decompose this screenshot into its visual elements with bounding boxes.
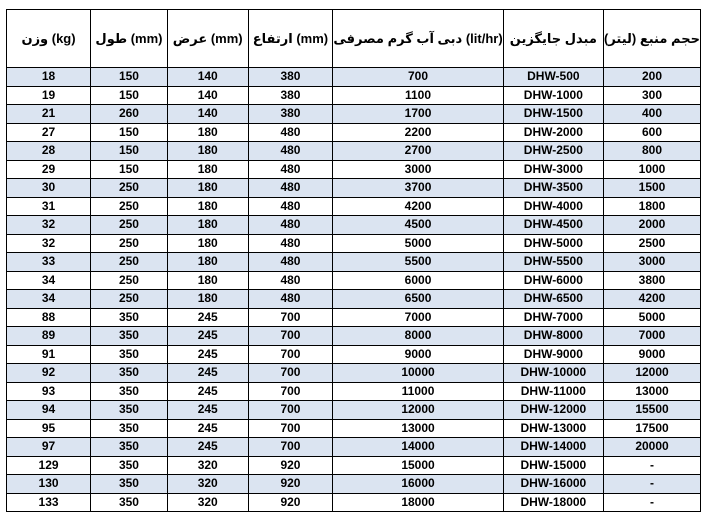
cell-width: 140 xyxy=(167,86,248,105)
cell-tank-volume: 2000 xyxy=(604,216,701,235)
cell-width: 180 xyxy=(167,271,248,290)
cell-exchanger-model: DHW-3000 xyxy=(503,160,603,179)
cell-tank-volume: 400 xyxy=(604,105,701,124)
cell-height: 480 xyxy=(248,142,333,161)
header-length: طول (mm) xyxy=(91,10,168,68)
cell-exchanger-model: DHW-1000 xyxy=(503,86,603,105)
cell-width: 245 xyxy=(167,308,248,327)
cell-tank-volume: 17500 xyxy=(604,419,701,438)
cell-weight: 89 xyxy=(7,327,91,346)
table-row xyxy=(7,234,701,253)
header-weight: وزن (kg) xyxy=(7,10,91,68)
cell-height: 480 xyxy=(248,123,333,142)
table-row xyxy=(7,197,701,216)
cell-flow-rate: 18000 xyxy=(333,493,503,512)
table-row xyxy=(7,475,701,494)
table-row xyxy=(7,401,701,420)
table-body xyxy=(7,68,701,512)
cell-width: 245 xyxy=(167,401,248,420)
table-row xyxy=(7,68,701,87)
cell-height: 480 xyxy=(248,253,333,272)
cell-height: 380 xyxy=(248,86,333,105)
cell-tank-volume: 15500 xyxy=(604,401,701,420)
cell-width: 245 xyxy=(167,364,248,383)
cell-exchanger-model: DHW-15000 xyxy=(503,456,603,475)
cell-length: 250 xyxy=(91,253,168,272)
cell-length: 350 xyxy=(91,493,168,512)
cell-length: 350 xyxy=(91,308,168,327)
cell-weight: 129 xyxy=(7,456,91,475)
cell-flow-rate: 1100 xyxy=(333,86,503,105)
cell-tank-volume: 4200 xyxy=(604,290,701,309)
cell-height: 380 xyxy=(248,68,333,87)
cell-width: 245 xyxy=(167,327,248,346)
cell-width: 140 xyxy=(167,105,248,124)
cell-length: 150 xyxy=(91,123,168,142)
cell-flow-rate: 14000 xyxy=(333,438,503,457)
cell-weight: 130 xyxy=(7,475,91,494)
cell-exchanger-model: DHW-10000 xyxy=(503,364,603,383)
cell-length: 150 xyxy=(91,86,168,105)
cell-flow-rate: 15000 xyxy=(333,456,503,475)
table-row xyxy=(7,382,701,401)
cell-tank-volume: 2500 xyxy=(604,234,701,253)
cell-tank-volume: 13000 xyxy=(604,382,701,401)
cell-length: 350 xyxy=(91,401,168,420)
cell-length: 250 xyxy=(91,271,168,290)
cell-height: 480 xyxy=(248,271,333,290)
cell-tank-volume: 1800 xyxy=(604,197,701,216)
cell-tank-volume: 3800 xyxy=(604,271,701,290)
cell-height: 920 xyxy=(248,456,333,475)
cell-flow-rate: 700 xyxy=(333,68,503,87)
cell-weight: 32 xyxy=(7,216,91,235)
cell-flow-rate: 2700 xyxy=(333,142,503,161)
cell-exchanger-model: DHW-6500 xyxy=(503,290,603,309)
cell-flow-rate: 5500 xyxy=(333,253,503,272)
header-flow-rate: دبی آب گرم مصرفی (lit/hr) xyxy=(333,10,503,68)
cell-exchanger-model: DHW-4000 xyxy=(503,197,603,216)
cell-tank-volume: 12000 xyxy=(604,364,701,383)
cell-tank-volume: 5000 xyxy=(604,308,701,327)
cell-flow-rate: 11000 xyxy=(333,382,503,401)
cell-width: 140 xyxy=(167,68,248,87)
cell-tank-volume: - xyxy=(604,456,701,475)
header-tank-volume: حجم منبع (لیتر) xyxy=(604,10,701,68)
cell-exchanger-model: DHW-3500 xyxy=(503,179,603,198)
cell-width: 320 xyxy=(167,493,248,512)
cell-weight: 95 xyxy=(7,419,91,438)
cell-width: 180 xyxy=(167,123,248,142)
cell-width: 245 xyxy=(167,345,248,364)
cell-exchanger-model: DHW-2500 xyxy=(503,142,603,161)
table-row xyxy=(7,271,701,290)
cell-height: 480 xyxy=(248,234,333,253)
cell-exchanger-model: DHW-5000 xyxy=(503,234,603,253)
cell-height: 700 xyxy=(248,382,333,401)
cell-width: 180 xyxy=(167,234,248,253)
cell-length: 150 xyxy=(91,160,168,179)
cell-exchanger-model: DHW-5500 xyxy=(503,253,603,272)
table-row xyxy=(7,364,701,383)
cell-exchanger-model: DHW-1500 xyxy=(503,105,603,124)
cell-width: 180 xyxy=(167,290,248,309)
cell-width: 245 xyxy=(167,438,248,457)
cell-width: 180 xyxy=(167,197,248,216)
cell-weight: 97 xyxy=(7,438,91,457)
cell-flow-rate: 8000 xyxy=(333,327,503,346)
header-exchanger-model: مبدل جایگزین xyxy=(503,10,603,68)
cell-flow-rate: 9000 xyxy=(333,345,503,364)
cell-exchanger-model: DHW-6000 xyxy=(503,271,603,290)
cell-exchanger-model: DHW-500 xyxy=(503,68,603,87)
table-row xyxy=(7,345,701,364)
cell-height: 700 xyxy=(248,308,333,327)
cell-flow-rate: 16000 xyxy=(333,475,503,494)
cell-height: 920 xyxy=(248,475,333,494)
cell-flow-rate: 2200 xyxy=(333,123,503,142)
cell-tank-volume: 3000 xyxy=(604,253,701,272)
cell-height: 380 xyxy=(248,105,333,124)
cell-width: 180 xyxy=(167,179,248,198)
cell-height: 700 xyxy=(248,438,333,457)
cell-height: 920 xyxy=(248,493,333,512)
cell-weight: 92 xyxy=(7,364,91,383)
cell-flow-rate: 3700 xyxy=(333,179,503,198)
table-row xyxy=(7,123,701,142)
cell-height: 700 xyxy=(248,345,333,364)
cell-flow-rate: 6500 xyxy=(333,290,503,309)
cell-length: 350 xyxy=(91,456,168,475)
spec-table-container xyxy=(6,9,701,512)
cell-length: 150 xyxy=(91,68,168,87)
cell-flow-rate: 3000 xyxy=(333,160,503,179)
table-row xyxy=(7,438,701,457)
cell-length: 250 xyxy=(91,290,168,309)
table-row xyxy=(7,327,701,346)
cell-length: 350 xyxy=(91,364,168,383)
cell-height: 700 xyxy=(248,401,333,420)
cell-exchanger-model: DHW-9000 xyxy=(503,345,603,364)
cell-length: 350 xyxy=(91,345,168,364)
cell-tank-volume: 600 xyxy=(604,123,701,142)
cell-weight: 34 xyxy=(7,290,91,309)
cell-width: 320 xyxy=(167,456,248,475)
table-row xyxy=(7,86,701,105)
cell-tank-volume: 200 xyxy=(604,68,701,87)
cell-length: 250 xyxy=(91,197,168,216)
table-row xyxy=(7,419,701,438)
cell-tank-volume: 1000 xyxy=(604,160,701,179)
cell-flow-rate: 12000 xyxy=(333,401,503,420)
cell-exchanger-model: DHW-2000 xyxy=(503,123,603,142)
cell-width: 245 xyxy=(167,419,248,438)
cell-exchanger-model: DHW-11000 xyxy=(503,382,603,401)
cell-weight: 21 xyxy=(7,105,91,124)
cell-tank-volume: - xyxy=(604,475,701,494)
cell-tank-volume: 9000 xyxy=(604,345,701,364)
cell-length: 350 xyxy=(91,419,168,438)
cell-tank-volume: 1500 xyxy=(604,179,701,198)
header-width: عرض (mm) xyxy=(167,10,248,68)
cell-width: 180 xyxy=(167,216,248,235)
cell-weight: 33 xyxy=(7,253,91,272)
cell-height: 480 xyxy=(248,216,333,235)
table-header-row xyxy=(7,10,701,68)
cell-width: 245 xyxy=(167,382,248,401)
table-row xyxy=(7,456,701,475)
cell-flow-rate: 1700 xyxy=(333,105,503,124)
cell-weight: 30 xyxy=(7,179,91,198)
cell-exchanger-model: DHW-8000 xyxy=(503,327,603,346)
cell-weight: 28 xyxy=(7,142,91,161)
cell-length: 350 xyxy=(91,438,168,457)
cell-width: 180 xyxy=(167,142,248,161)
table-row xyxy=(7,160,701,179)
cell-exchanger-model: DHW-16000 xyxy=(503,475,603,494)
cell-weight: 91 xyxy=(7,345,91,364)
cell-exchanger-model: DHW-18000 xyxy=(503,493,603,512)
cell-length: 350 xyxy=(91,382,168,401)
cell-weight: 32 xyxy=(7,234,91,253)
table-row xyxy=(7,179,701,198)
table-row xyxy=(7,253,701,272)
cell-tank-volume: 300 xyxy=(604,86,701,105)
cell-tank-volume: 7000 xyxy=(604,327,701,346)
table-row xyxy=(7,105,701,124)
cell-weight: 18 xyxy=(7,68,91,87)
cell-flow-rate: 13000 xyxy=(333,419,503,438)
table-row xyxy=(7,493,701,512)
spec-table xyxy=(6,9,701,512)
cell-flow-rate: 7000 xyxy=(333,308,503,327)
cell-weight: 93 xyxy=(7,382,91,401)
cell-length: 260 xyxy=(91,105,168,124)
cell-length: 350 xyxy=(91,327,168,346)
table-row xyxy=(7,142,701,161)
cell-exchanger-model: DHW-4500 xyxy=(503,216,603,235)
cell-tank-volume: 800 xyxy=(604,142,701,161)
cell-weight: 34 xyxy=(7,271,91,290)
cell-flow-rate: 4500 xyxy=(333,216,503,235)
cell-weight: 94 xyxy=(7,401,91,420)
cell-exchanger-model: DHW-14000 xyxy=(503,438,603,457)
cell-weight: 31 xyxy=(7,197,91,216)
cell-height: 480 xyxy=(248,197,333,216)
cell-tank-volume: - xyxy=(604,493,701,512)
cell-flow-rate: 5000 xyxy=(333,234,503,253)
cell-width: 180 xyxy=(167,253,248,272)
table-row xyxy=(7,308,701,327)
cell-height: 480 xyxy=(248,290,333,309)
cell-length: 250 xyxy=(91,234,168,253)
cell-exchanger-model: DHW-13000 xyxy=(503,419,603,438)
cell-height: 700 xyxy=(248,419,333,438)
cell-height: 480 xyxy=(248,160,333,179)
cell-length: 150 xyxy=(91,142,168,161)
cell-exchanger-model: DHW-12000 xyxy=(503,401,603,420)
table-row xyxy=(7,216,701,235)
cell-flow-rate: 10000 xyxy=(333,364,503,383)
cell-width: 180 xyxy=(167,160,248,179)
table-row xyxy=(7,290,701,309)
cell-flow-rate: 6000 xyxy=(333,271,503,290)
cell-weight: 88 xyxy=(7,308,91,327)
cell-exchanger-model: DHW-7000 xyxy=(503,308,603,327)
cell-height: 480 xyxy=(248,179,333,198)
cell-weight: 133 xyxy=(7,493,91,512)
header-height: ارتفاع (mm) xyxy=(248,10,333,68)
cell-length: 250 xyxy=(91,216,168,235)
cell-tank-volume: 20000 xyxy=(604,438,701,457)
cell-length: 250 xyxy=(91,179,168,198)
cell-height: 700 xyxy=(248,327,333,346)
cell-length: 350 xyxy=(91,475,168,494)
cell-width: 320 xyxy=(167,475,248,494)
cell-weight: 19 xyxy=(7,86,91,105)
cell-height: 700 xyxy=(248,364,333,383)
cell-weight: 29 xyxy=(7,160,91,179)
cell-weight: 27 xyxy=(7,123,91,142)
cell-flow-rate: 4200 xyxy=(333,197,503,216)
